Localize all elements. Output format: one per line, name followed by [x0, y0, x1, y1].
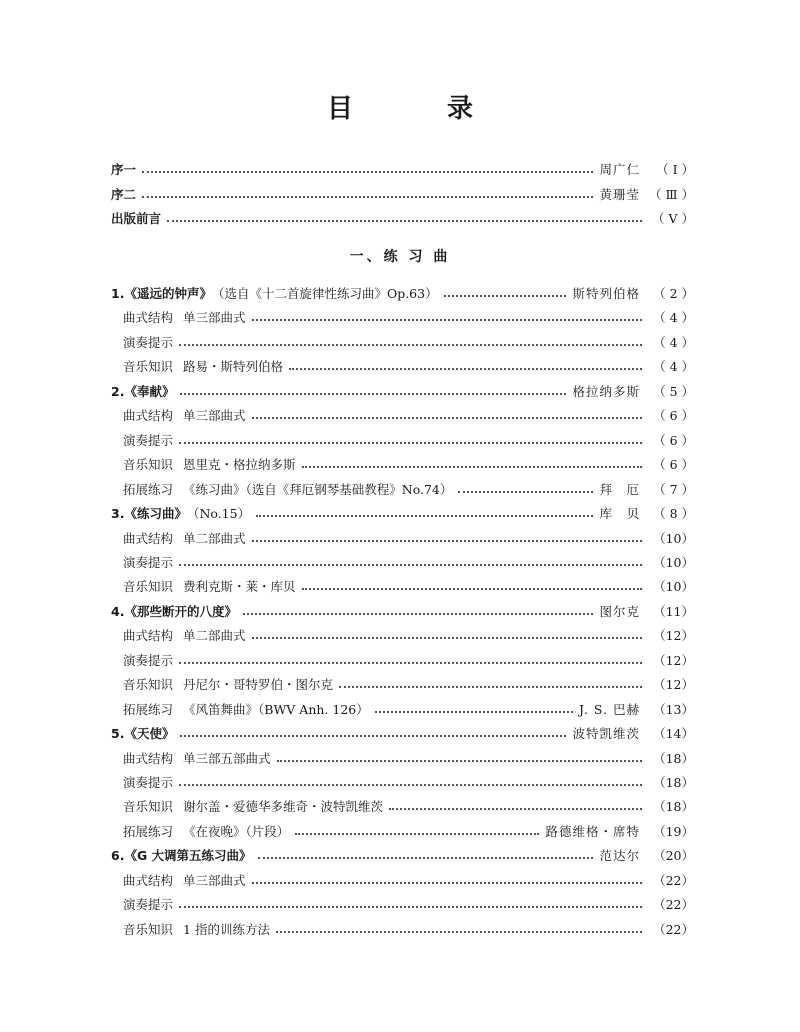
entry-label: 曲式结构 — [123, 408, 174, 424]
entry-row[interactable] — [123, 331, 694, 355]
entry-label: 音乐知识 — [123, 921, 174, 937]
entry-row[interactable] — [123, 795, 694, 819]
entry-label: 演奏提示 — [123, 432, 174, 448]
preface-label: 序二 — [111, 186, 137, 202]
entry-page-number: （12） — [653, 652, 694, 668]
entry-page-number: （18） — [653, 799, 694, 815]
entry-row[interactable] — [123, 551, 694, 575]
entry-page-number: （14） — [653, 726, 694, 742]
dot-leader — [444, 295, 567, 297]
entry-page-number: （ 2 ） — [653, 286, 694, 301]
entry-page-number: （ 4 ） — [653, 359, 694, 375]
preface-row[interactable] — [111, 183, 694, 207]
entry-description: 路易・斯特列伯格 — [183, 359, 284, 375]
dot-leader — [289, 368, 642, 370]
entry-page-number: （18） — [653, 775, 694, 790]
entry-row[interactable] — [123, 771, 694, 795]
entry-label: 4.《那些断开的八度》 — [111, 603, 237, 619]
entry-row[interactable] — [123, 306, 694, 330]
entry-row[interactable] — [123, 453, 694, 477]
dot-leader — [180, 393, 566, 395]
entry-label: 5.《天使》 — [111, 726, 175, 742]
entry-row[interactable] — [123, 429, 694, 453]
preface-label: 序一 — [111, 162, 137, 177]
entry-row[interactable] — [111, 722, 694, 746]
dot-leader — [389, 808, 642, 810]
preface-page-number: （ Ⅰ ） — [656, 162, 694, 177]
entry-description: 《在夜晚》（片段） — [183, 823, 290, 839]
entry-page-number: （ 6 ） — [653, 408, 694, 424]
entry-page-number: （ 6 ） — [653, 457, 694, 473]
entry-label: 拓展练习 — [123, 701, 174, 717]
entry-row[interactable] — [111, 380, 694, 404]
entry-page-number: （ 5 ） — [653, 383, 694, 399]
dot-leader — [167, 220, 642, 222]
dot-leader — [256, 515, 593, 517]
entry-author: 路德维格・席特 — [545, 823, 640, 839]
preface-row[interactable] — [111, 207, 694, 231]
entry-row[interactable] — [123, 404, 694, 428]
dot-leader — [142, 196, 593, 198]
entry-label: 音乐知识 — [123, 359, 174, 375]
entry-label: 曲式结构 — [123, 530, 174, 546]
entry-description: 《练习曲》（选自《拜厄钢琴基础教程》No.74） — [183, 481, 453, 497]
entry-author: 拜 厄 — [599, 481, 640, 497]
dot-leader — [179, 442, 642, 444]
entry-row[interactable] — [123, 820, 694, 844]
entry-author: J. S. 巴赫 — [578, 701, 640, 717]
entry-label: 3.《练习曲》 — [111, 506, 187, 522]
dot-leader — [179, 662, 642, 664]
entry-page-number: （13） — [653, 701, 694, 717]
preface-author: 黄珊莹 — [599, 186, 640, 202]
entry-label: 演奏提示 — [123, 554, 174, 570]
dot-leader — [302, 588, 642, 590]
entry-row[interactable] — [123, 698, 694, 722]
dot-leader — [252, 637, 642, 639]
dot-leader — [142, 171, 593, 173]
entry-author: 斯特列伯格 — [572, 286, 640, 301]
dot-leader — [179, 564, 642, 566]
entry-label: 拓展练习 — [123, 823, 174, 839]
dot-leader — [179, 344, 642, 346]
entry-description: 谢尔盖・爱德华多维奇・波特凯维茨 — [183, 799, 384, 815]
preface-label: 出版前言 — [111, 211, 162, 226]
entry-page-number: （12） — [653, 677, 694, 693]
entry-page-number: （22） — [653, 921, 694, 937]
dot-leader — [375, 711, 573, 713]
entry-row[interactable] — [111, 282, 694, 306]
dot-leader — [252, 882, 642, 884]
dot-leader — [243, 613, 594, 615]
entry-label: 曲式结构 — [123, 628, 174, 644]
entry-row[interactable] — [123, 527, 694, 551]
page-title: 目 录 — [326, 94, 507, 124]
entry-description: 单二部曲式 — [183, 628, 246, 644]
entry-page-number: （22） — [653, 897, 694, 913]
entry-label: 曲式结构 — [123, 750, 174, 766]
entry-label: 曲式结构 — [123, 872, 174, 888]
entry-label: 演奏提示 — [123, 652, 174, 668]
entry-description: 单三部曲式 — [183, 408, 246, 424]
entry-description: 单三部曲式 — [183, 872, 246, 888]
entry-label: 演奏提示 — [123, 775, 174, 790]
section-title: 一、练 习 曲 — [349, 249, 451, 265]
entry-description: （No.15） — [186, 506, 251, 522]
entry-page-number: （18） — [653, 750, 694, 766]
entry-author: 范达尔 — [599, 848, 640, 864]
entry-label: 音乐知识 — [123, 579, 174, 595]
entry-row[interactable] — [123, 624, 694, 648]
dot-leader — [295, 833, 539, 835]
dot-leader — [252, 417, 642, 419]
entry-row[interactable] — [111, 502, 694, 526]
entry-label: 演奏提示 — [123, 334, 174, 350]
entry-page-number: （12） — [653, 628, 694, 644]
preface-row[interactable] — [111, 158, 694, 182]
dot-leader — [277, 760, 642, 762]
entry-page-number: （19） — [653, 823, 694, 839]
entry-description: 丹尼尔・哥特罗伯・图尔克 — [183, 677, 334, 693]
dot-leader — [276, 931, 642, 933]
entry-description: 1 指的训练方法 — [183, 921, 270, 937]
entry-page-number: （10） — [653, 530, 694, 546]
entry-row[interactable] — [123, 747, 694, 771]
entry-page-number: （11） — [653, 603, 694, 619]
entry-row[interactable] — [123, 478, 694, 502]
dot-leader — [458, 491, 593, 493]
entry-page-number: （ 8 ） — [653, 506, 694, 522]
preface-author: 周广仁 — [599, 162, 640, 177]
entry-label: 演奏提示 — [123, 897, 174, 913]
entry-author: 波特凯维茨 — [572, 726, 640, 742]
entry-row[interactable] — [123, 918, 694, 942]
dot-leader — [302, 466, 642, 468]
entry-description: 费利克斯・莱・库贝 — [183, 579, 296, 595]
dot-leader — [179, 784, 642, 786]
entry-page-number: （20） — [653, 848, 694, 864]
entry-row[interactable] — [123, 893, 694, 917]
entry-page-number: （ 6 ） — [653, 432, 694, 448]
dot-leader — [252, 319, 642, 321]
entry-row[interactable] — [123, 649, 694, 673]
preface-page-number: （ Ⅴ ） — [652, 211, 694, 226]
dot-leader — [258, 857, 594, 859]
entry-page-number: （10） — [653, 554, 694, 570]
entry-label: 2.《奉献》 — [111, 383, 175, 399]
entry-description: 恩里克・格拉纳多斯 — [183, 457, 296, 473]
entry-page-number: （10） — [653, 579, 694, 595]
entry-label: 拓展练习 — [123, 481, 174, 497]
entry-author: 库 贝 — [599, 506, 640, 522]
entry-description: 单三部曲式 — [183, 310, 246, 326]
entry-page-number: （ 4 ） — [653, 310, 694, 326]
entry-page-number: （ 7 ） — [653, 481, 694, 497]
entry-description: 单二部曲式 — [183, 530, 246, 546]
entry-page-number: （ 4 ） — [653, 334, 694, 350]
entry-row[interactable] — [111, 600, 694, 624]
entry-page-number: （22） — [653, 872, 694, 888]
entry-row[interactable] — [111, 844, 694, 868]
entry-row[interactable] — [123, 355, 694, 379]
preface-page-number: （ Ⅲ ） — [648, 186, 694, 202]
entry-author: 格拉纳多斯 — [572, 383, 640, 399]
entry-author: 图尔克 — [599, 603, 640, 619]
entry-label: 音乐知识 — [123, 799, 174, 815]
entry-label: 曲式结构 — [123, 310, 174, 326]
entry-label: 音乐知识 — [123, 457, 174, 473]
entry-description: 单三部五部曲式 — [183, 750, 271, 766]
entry-label: 6.《G 大调第五练习曲》 — [111, 848, 252, 864]
entry-row[interactable] — [123, 869, 694, 893]
entry-description: （选自《十二首旋律性练习曲》Op.63） — [211, 286, 438, 301]
dot-leader — [252, 540, 642, 542]
entry-label: 音乐知识 — [123, 677, 174, 693]
entry-description: 《风笛舞曲》（BWV Anh. 126） — [183, 701, 369, 717]
entry-row[interactable] — [123, 575, 694, 599]
dot-leader — [339, 686, 642, 688]
entry-label: 1.《遥远的钟声》 — [111, 286, 212, 301]
entry-row[interactable] — [123, 673, 694, 697]
dot-leader — [179, 906, 642, 908]
dot-leader — [180, 735, 566, 737]
